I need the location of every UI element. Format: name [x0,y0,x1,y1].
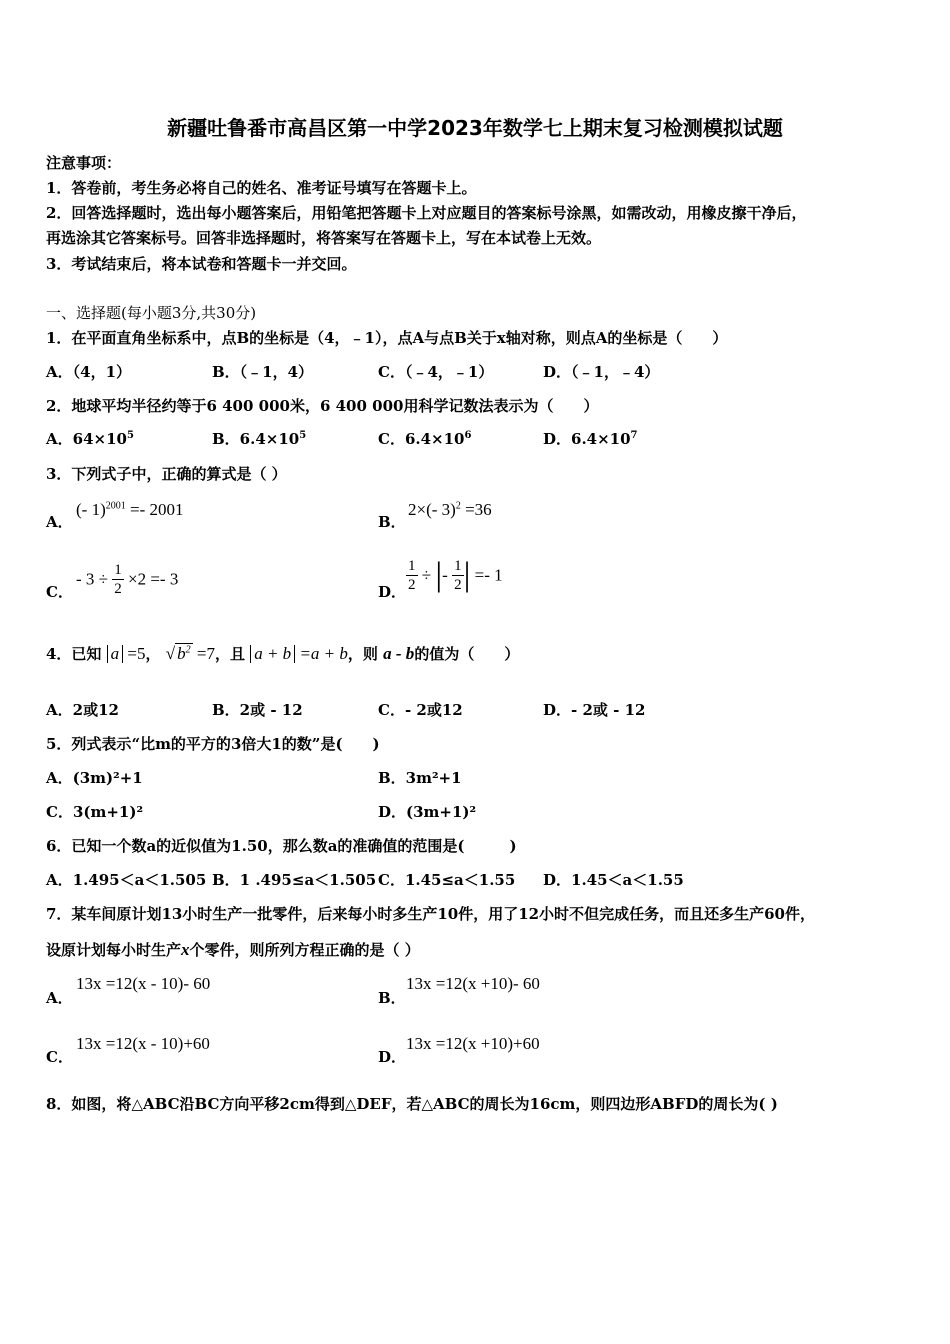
q5-stem: 5．列式表示“比m的平方的3倍大1的数”是( ) [46,735,380,753]
q3-option-c-label: C． [46,583,73,601]
q6-option-a: A．1.495＜a＜1.505 [46,871,207,889]
q3-option-d-expr: $\frac{1}{2}$ ÷ |- $\frac{1}{2}$ | =- 1 [408,556,503,594]
notice-item-3: 3．考试结束后，将本试卷和答题卡一并交回。 [46,255,357,273]
q7-stem-line2: 设原计划每小时生产x个零件，则所列方程正确的是（ ） [46,940,420,959]
q6-option-d: D．1.45＜a＜1.55 [543,871,684,889]
q5-option-d: D．(3m+1)² [378,803,477,821]
q4-option-b: B．2或 - 12 [212,701,303,719]
q7-option-b-label: B． [378,989,406,1007]
q5-option-b: B．3m²+1 [378,769,462,787]
q6-stem: 6．已知一个数a的近似值为1.50，那么数a的准确值的范围是( ) [46,837,517,855]
q7-option-c-label: C． [46,1048,73,1066]
notice-item-2: 2．回答选择题时，选出每小题答案后，用铅笔把答题卡上对应题目的答案标号涂黑，如需改动，用橡皮擦干净后， [46,204,807,222]
q7-option-a-label: A． [46,989,73,1007]
q1-option-a: A．（4，1） [46,363,132,381]
q2-option-a: A．$64\times 10^5$ [46,430,134,448]
notice-item-2-cont: 再选涂其它答案标号。回答非选择题时，将答案写在答题卡上，写在本试卷上无效。 [46,229,602,247]
notice-heading: 注意事项： [46,154,122,172]
q4-option-d: D．- 2或 - 12 [543,701,646,719]
q3-option-a-expr: (- 1)$^{2001}$ =- 2001 [76,500,184,519]
q7-option-a-expr: 13x =12(x - 10)- 60 [76,974,211,993]
notice-item-1: 1．答卷前，考生务必将自己的姓名、准考证号填写在答题卡上。 [46,179,477,197]
q1-option-b: B．（﹣1，4） [212,363,314,381]
q1-stem: 1．在平面直角坐标系中，点B的坐标是（4，﹣1），点A与点B关于x轴对称，则点A的坐标是（ ） [46,329,728,347]
q4-option-a: A．2或12 [46,701,119,719]
q2-option-c: C．$6.4\times 10^6$ [378,430,472,448]
q3-option-c-expr: - 3 ÷ $\frac{1}{2}$ ×2 =- 3 [76,562,179,597]
q2-option-d: D．$6.4\times 10^7$ [543,430,638,448]
q7-option-b-expr: 13x =12(x +10)- 60 [406,974,540,993]
q3-option-b-expr: 2×(- 3)$^2$ =36 [408,500,492,519]
q3-stem: 3．下列式子中，正确的算式是（ ） [46,465,287,483]
q1-option-c: C．（﹣4，﹣1） [378,363,494,381]
q7-option-d-label: D． [378,1048,407,1066]
q7-option-c-expr: 13x =12(x - 10)+60 [76,1034,210,1053]
q7-stem-line1: 7．某车间原计划13小时生产一批零件，后来每小时多生产10件，用了12小时不但完成任务，而且还多生产60件， [46,905,815,923]
q3-option-b-label: B． [378,513,406,531]
q2-stem: 2．地球平均半径约等于6 400 000米，6 400 000用科学记数法表示为（ ） [46,397,599,415]
q4-stem: 4．已知 a =5， √ $b^2 =7$，且 a + b =a + b，则 a - b的值为（ ） [46,644,520,663]
q5-option-a: A．(3m)²+1 [46,769,143,787]
section-heading: 一、选择题(每小题3分,共30分) [46,304,257,322]
q8-stem: 8．如图，将△ABC沿BC方向平移2cm得到△DEF，若△ABC的周长为16cm，则四边形ABFD的周长为( ) [46,1095,778,1113]
q2-option-b: B．$6.4\times 10^5$ [212,430,307,448]
q7-option-d-expr: 13x =12(x +10)+60 [406,1034,540,1053]
q6-option-b: B．1 .495≤a＜1.505 [212,871,377,889]
q5-option-c: C．3(m+1)² [46,803,144,821]
q3-option-a-label: A． [46,513,73,531]
page-title: 新疆吐鲁番市高昌区第一中学2023年数学七上期末复习检测模拟试题 [167,116,783,140]
q6-option-c: C．1.45≤a＜1.55 [378,871,516,889]
q4-option-c: C．- 2或12 [378,701,463,719]
q1-option-d: D．（﹣1，﹣4） [543,363,660,381]
q3-option-d-label: D． [378,583,407,601]
